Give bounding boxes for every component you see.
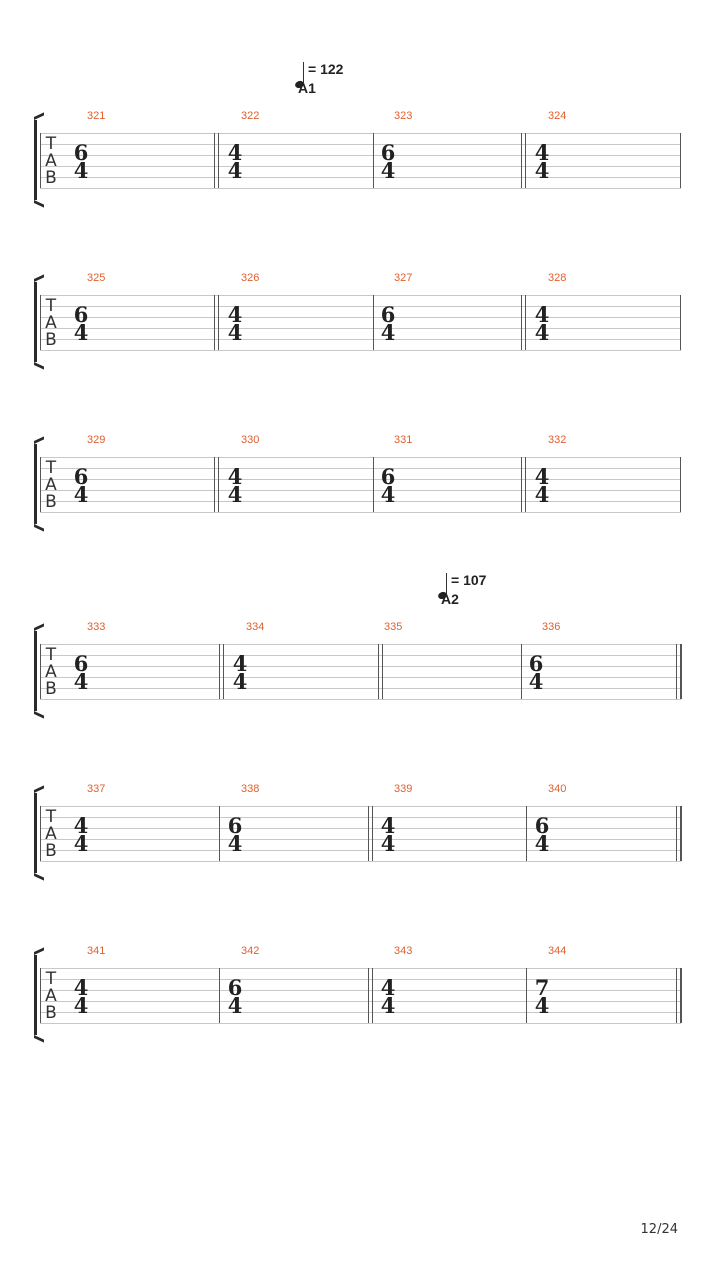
time-signature-bottom: 4 bbox=[528, 669, 544, 694]
staff-line bbox=[40, 968, 681, 969]
measure-number: 321 bbox=[87, 110, 106, 122]
barline bbox=[676, 806, 677, 861]
measure-number: 337 bbox=[87, 783, 106, 795]
time-signature-top: 4 bbox=[534, 302, 550, 327]
measure-number: 334 bbox=[246, 621, 265, 633]
barline bbox=[40, 806, 41, 861]
staff-line bbox=[40, 1001, 681, 1002]
time-signature-top: 6 bbox=[227, 975, 243, 1000]
barline bbox=[214, 295, 215, 350]
barline bbox=[526, 968, 527, 1023]
barline bbox=[40, 968, 41, 1023]
measure-number: 323 bbox=[394, 110, 413, 122]
tab-clef-letter: T bbox=[45, 458, 57, 478]
barline bbox=[373, 457, 374, 512]
measure-number: 325 bbox=[87, 272, 106, 284]
time-signature-bottom: 4 bbox=[73, 482, 89, 507]
barline bbox=[680, 457, 681, 512]
time-signature-top: 4 bbox=[227, 464, 243, 489]
measure-number: 335 bbox=[384, 621, 403, 633]
staff-line bbox=[40, 1012, 681, 1013]
time-signature-bottom: 4 bbox=[534, 482, 550, 507]
measure-number: 326 bbox=[241, 272, 260, 284]
barline bbox=[218, 133, 219, 188]
barline bbox=[525, 295, 526, 350]
time-signature-top: 4 bbox=[227, 302, 243, 327]
barline bbox=[525, 457, 526, 512]
tab-clef-letter: B bbox=[45, 330, 57, 350]
tab-clef-letter: A bbox=[45, 151, 57, 171]
staff-line bbox=[40, 479, 681, 480]
staff-line bbox=[40, 188, 681, 189]
time-signature-top: 6 bbox=[534, 813, 550, 838]
barline bbox=[219, 968, 220, 1023]
measure-number: 328 bbox=[548, 272, 567, 284]
barline bbox=[680, 644, 682, 699]
time-signature-top: 6 bbox=[73, 140, 89, 165]
time-signature-top: 6 bbox=[380, 464, 396, 489]
staff-line bbox=[40, 979, 681, 980]
measure-number: 336 bbox=[542, 621, 561, 633]
staff-line bbox=[40, 699, 681, 700]
barline bbox=[680, 133, 681, 188]
time-signature-bottom: 4 bbox=[73, 320, 89, 345]
time-signature-bottom: 4 bbox=[380, 158, 396, 183]
time-signature-top: 4 bbox=[534, 464, 550, 489]
barline bbox=[525, 133, 526, 188]
tab-clef-letter: A bbox=[45, 662, 57, 682]
measure-number: 341 bbox=[87, 945, 106, 957]
barline bbox=[676, 968, 677, 1023]
barline bbox=[219, 644, 220, 699]
time-signature-top: 6 bbox=[73, 651, 89, 676]
barline bbox=[40, 644, 41, 699]
staff-line bbox=[40, 861, 681, 862]
tab-clef-letter: A bbox=[45, 824, 57, 844]
barline bbox=[214, 457, 215, 512]
time-signature-bottom: 4 bbox=[73, 993, 89, 1018]
barline bbox=[680, 295, 681, 350]
time-signature-bottom: 4 bbox=[534, 320, 550, 345]
barline bbox=[368, 968, 369, 1023]
staff-line bbox=[40, 990, 681, 991]
time-signature-bottom: 4 bbox=[73, 669, 89, 694]
barline bbox=[378, 644, 379, 699]
barline bbox=[40, 133, 41, 188]
measure-number: 338 bbox=[241, 783, 260, 795]
time-signature-top: 7 bbox=[534, 975, 550, 1000]
time-signature-top: 4 bbox=[380, 813, 396, 838]
time-signature-top: 4 bbox=[534, 140, 550, 165]
staff-line bbox=[40, 350, 681, 351]
measure-number: 343 bbox=[394, 945, 413, 957]
time-signature-bottom: 4 bbox=[380, 993, 396, 1018]
time-signature-bottom: 4 bbox=[380, 320, 396, 345]
tempo-value: = 122 bbox=[308, 61, 344, 77]
barline bbox=[526, 806, 527, 861]
tab-clef-letter: T bbox=[45, 134, 57, 154]
tab-clef-letter: B bbox=[45, 492, 57, 512]
staff-line bbox=[40, 155, 681, 156]
staff-line bbox=[40, 133, 681, 134]
barline bbox=[373, 133, 374, 188]
staff-line bbox=[40, 306, 681, 307]
barline bbox=[214, 133, 215, 188]
staff-line bbox=[40, 850, 681, 851]
time-signature-top: 4 bbox=[73, 975, 89, 1000]
barline bbox=[218, 295, 219, 350]
time-signature-bottom: 4 bbox=[227, 993, 243, 1018]
tab-clef-letter: A bbox=[45, 313, 57, 333]
barline bbox=[373, 295, 374, 350]
measure-number: 332 bbox=[548, 434, 567, 446]
staff-line bbox=[40, 839, 681, 840]
barline bbox=[40, 295, 41, 350]
time-signature-top: 6 bbox=[380, 302, 396, 327]
tab-clef-letter: T bbox=[45, 969, 57, 989]
page-number: 12/24 bbox=[640, 1222, 678, 1237]
time-signature-bottom: 4 bbox=[73, 831, 89, 856]
barline bbox=[372, 968, 373, 1023]
measure-number: 333 bbox=[87, 621, 106, 633]
tab-clef-letter: T bbox=[45, 807, 57, 827]
time-signature-bottom: 4 bbox=[227, 320, 243, 345]
time-signature-bottom: 4 bbox=[534, 158, 550, 183]
time-signature-bottom: 4 bbox=[227, 158, 243, 183]
staff-line bbox=[40, 806, 681, 807]
time-signature-top: 6 bbox=[380, 140, 396, 165]
measure-number: 331 bbox=[394, 434, 413, 446]
measure-number: 322 bbox=[241, 110, 260, 122]
measure-number: 340 bbox=[548, 783, 567, 795]
time-signature-top: 6 bbox=[528, 651, 544, 676]
barline bbox=[521, 644, 522, 699]
barline bbox=[521, 457, 522, 512]
measure-number: 344 bbox=[548, 945, 567, 957]
time-signature-bottom: 4 bbox=[380, 482, 396, 507]
time-signature-top: 6 bbox=[227, 813, 243, 838]
measure-number: 329 bbox=[87, 434, 106, 446]
time-signature-top: 6 bbox=[73, 464, 89, 489]
section-marker: A2 bbox=[441, 591, 459, 607]
staff-line bbox=[40, 144, 681, 145]
staff-line bbox=[40, 817, 681, 818]
barline bbox=[368, 806, 369, 861]
tab-clef-letter: T bbox=[45, 645, 57, 665]
tab-clef-letter: A bbox=[45, 986, 57, 1006]
barline bbox=[223, 644, 224, 699]
time-signature-top: 6 bbox=[73, 302, 89, 327]
staff-line bbox=[40, 666, 681, 667]
time-signature-top: 4 bbox=[73, 813, 89, 838]
staff-line bbox=[40, 177, 681, 178]
tab-clef-letter: A bbox=[45, 475, 57, 495]
staff-line bbox=[40, 457, 681, 458]
time-signature-bottom: 4 bbox=[227, 831, 243, 856]
barline bbox=[219, 806, 220, 861]
tab-clef-letter: B bbox=[45, 1003, 57, 1023]
staff-line bbox=[40, 828, 681, 829]
time-signature-bottom: 4 bbox=[534, 993, 550, 1018]
barline bbox=[40, 457, 41, 512]
measure-number: 324 bbox=[548, 110, 567, 122]
staff-line bbox=[40, 295, 681, 296]
time-signature-bottom: 4 bbox=[73, 158, 89, 183]
time-signature-bottom: 4 bbox=[232, 669, 248, 694]
staff-line bbox=[40, 317, 681, 318]
barline bbox=[521, 295, 522, 350]
tempo-value: = 107 bbox=[451, 572, 487, 588]
staff-line bbox=[40, 328, 681, 329]
staff-line bbox=[40, 501, 681, 502]
staff-line bbox=[40, 339, 681, 340]
tab-clef-letter: B bbox=[45, 168, 57, 188]
tab-clef-letter: B bbox=[45, 679, 57, 699]
measure-number: 327 bbox=[394, 272, 413, 284]
measure-number: 339 bbox=[394, 783, 413, 795]
barline bbox=[680, 968, 682, 1023]
barline bbox=[372, 806, 373, 861]
barline bbox=[521, 133, 522, 188]
staff-line bbox=[40, 166, 681, 167]
section-marker: A1 bbox=[298, 80, 316, 96]
tab-clef-letter: T bbox=[45, 296, 57, 316]
time-signature-bottom: 4 bbox=[227, 482, 243, 507]
staff-line bbox=[40, 490, 681, 491]
time-signature-top: 4 bbox=[232, 651, 248, 676]
staff-line bbox=[40, 1023, 681, 1024]
staff-line bbox=[40, 655, 681, 656]
staff-line bbox=[40, 688, 681, 689]
measure-number: 330 bbox=[241, 434, 260, 446]
staff-line bbox=[40, 677, 681, 678]
time-signature-top: 4 bbox=[380, 975, 396, 1000]
time-signature-top: 4 bbox=[227, 140, 243, 165]
barline bbox=[676, 644, 677, 699]
barline bbox=[218, 457, 219, 512]
measure-number: 342 bbox=[241, 945, 260, 957]
time-signature-bottom: 4 bbox=[534, 831, 550, 856]
staff-line bbox=[40, 468, 681, 469]
time-signature-bottom: 4 bbox=[380, 831, 396, 856]
barline bbox=[382, 644, 383, 699]
tab-clef-letter: B bbox=[45, 841, 57, 861]
staff-line bbox=[40, 512, 681, 513]
barline bbox=[680, 806, 682, 861]
staff-line bbox=[40, 644, 681, 645]
